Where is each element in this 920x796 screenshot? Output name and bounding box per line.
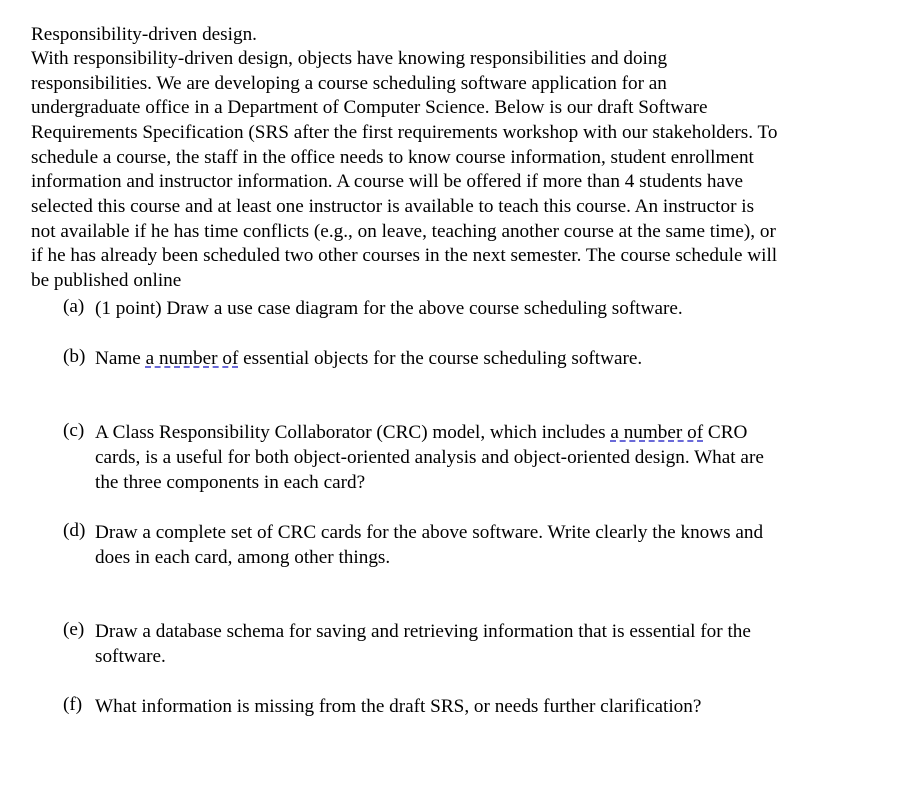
question-text: software. [95, 645, 166, 667]
intro-line: Requirements Specification (SRS after the first requirements workshop with our stakeholders. To [31, 121, 778, 143]
question-label: (b) [63, 345, 86, 367]
grammar-suggestion-underline[interactable]: a number of [145, 347, 239, 369]
question-label: (d) [63, 519, 86, 541]
question-text: Draw a database schema for saving and retrieving information that is essential for the [95, 620, 751, 642]
intro-line: responsibilities. We are developing a course scheduling software application for an [31, 72, 667, 94]
question-label: (e) [63, 618, 85, 640]
intro-line: selected this course and at least one instructor is available to teach this course. An instructor is [31, 195, 755, 217]
intro-line: if he has already been scheduled two other courses in the next semester. The course schedule will [31, 245, 778, 267]
question-text-part: essential objects for the course scheduling software. [238, 347, 643, 369]
question-label: (c) [63, 419, 85, 441]
question-d [31, 520, 901, 570]
question-f [31, 694, 901, 719]
question-text [95, 346, 901, 371]
document-page [31, 22, 901, 719]
question-text: Draw a complete set of CRC cards for the above software. Write clearly the knows and [95, 521, 764, 543]
document-title: Responsibility-driven design. [31, 24, 257, 45]
question-text: cards, is a useful for both object-oriented analysis and object-oriented design. What are [95, 446, 764, 468]
grammar-suggestion-underline[interactable]: a number of [610, 421, 704, 443]
intro-line: undergraduate office in a Department of Computer Science. Below is our draft Software [31, 97, 708, 119]
question-text: (1 point) Draw a use case diagram for the above course scheduling software. [95, 297, 683, 319]
question-label: (f) [63, 693, 83, 715]
question-text [95, 420, 901, 445]
question-b [31, 346, 901, 371]
intro-line: not available if he has time conflicts (e.g., on leave, teaching another course at the same time), or [31, 220, 776, 242]
question-a [31, 296, 901, 321]
question-label: (a) [63, 295, 85, 317]
intro-line: be published online [31, 269, 182, 291]
question-text: does in each card, among other things. [95, 546, 391, 568]
intro-line: With responsibility-driven design, objects have knowing responsibilities and doing [31, 48, 668, 69]
question-e [31, 619, 901, 669]
intro-paragraph [31, 47, 901, 294]
question-text-part: Name [95, 347, 146, 369]
question-text: the three components in each card? [95, 471, 366, 493]
question-text: What information is missing from the draft SRS, or needs further clarification? [95, 695, 702, 717]
question-c [31, 420, 901, 495]
question-text-part: A Class Responsibility Collaborator (CRC) model, which includes [95, 421, 611, 443]
question-text-part: CRO [703, 421, 748, 443]
intro-line: information and instructor information. A course will be offered if more than 4 students have [31, 171, 744, 193]
intro-line: schedule a course, the staff in the office needs to know course information, student enrollment [31, 146, 754, 168]
